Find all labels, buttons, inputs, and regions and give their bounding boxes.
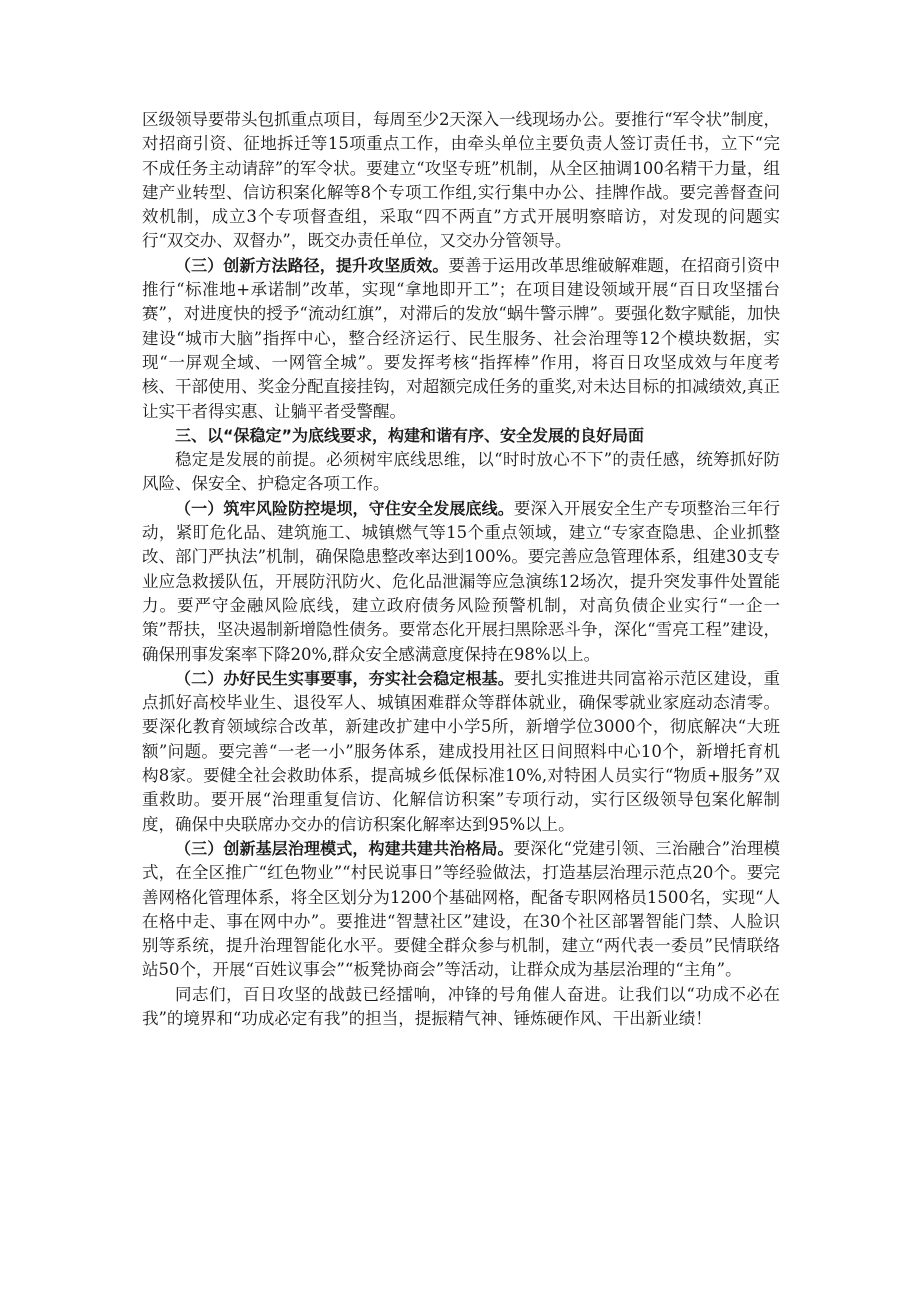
paragraph-heading: （一）筑牢风险防控堤坝，守住安全发展底线。 — [175, 498, 514, 518]
paragraph-text: 区级领导要带头包抓重点项目，每周至少2天深入一线现场办公。要推行“军令状”制度，对招商引资、征地拆迁等15项重点工作，由牵头单位主要负责人签订责任书，立下“完不成任务主动请辞”的军令状。要建立“攻坚专班”机制，从全区抽调100名精干力量，组建产业转型、信访积案化解等8个专项工作组,实行集中办公、挂牌作战。要完善督查问效机制，成立3个专项督查组，采取“四不两直”方式开展明察暗访，对发现的问题实行“双交办、双督办”，既交办责任单位，又交办分管领导。 — [142, 110, 780, 251]
paragraph-heading: （三）创新方法路径，提升攻坚质效。 — [175, 255, 449, 275]
paragraph-text: 同志们，百日攻坚的战鼓已经擂响，冲锋的号角催人奋进。让我们以“功成不必在我”的境界和“功成必定有我”的担当，提振精气神、锤炼硬作风、干出新业绩！ — [142, 984, 780, 1028]
paragraph-text: 要善于运用改革思维破解难题，在招商引资中推行“标准地+承诺制”改革，实现“拿地即开工”；在项目建设领域开展“百日攻坚擂台赛”，对进度快的授予“流动红旗”，对滞后的发放“蜗牛警示牌”。要强化数字赋能，加快建设“城市大脑”指挥中心，整合经济运行、民生服务、社会治理等12个模块数据，实现“一屏观全域、一网管全城”。要发挥考核“指挥棒”作用，将百日攻坚成效与年度考核、干部使用、奖金分配直接挂钩，对超额完成任务的重奖,对未达目标的扣减绩效,真正让实干者得实惠、让躺平者受警醒。 — [142, 255, 780, 421]
section-heading-text: 三、以“保稳定”为底线要求，构建和谐有序、安全发展的良好局面 — [175, 425, 645, 445]
paragraph-text: 要扎实推进共同富裕示范区建设，重点抓好高校毕业生、退役军人、城镇困难群众等群体就业，确保零就业家庭动态清零。要深化教育领域综合改革，新建改扩建中小学5所，新增学位3000个，彻底解决“大班额”问题。要完善“一老一小”服务体系，建成投用社区日间照料中心10个，新增托育机构8家。要健全社会救助体系，提高城乡低保标准10%,对特困人员实行“物质+服务”双重救助。要开展“治理重复信访、化解信访积案”专项行动，实行区级领导包案化解制度，确保中央联席办交办的信访积案化解率达到95%以上。 — [142, 668, 780, 834]
paragraph-heading: （三）创新基层治理模式，构建共建共治格局。 — [175, 838, 514, 858]
paragraph-livelihood — [142, 667, 780, 837]
paragraph-grassroots-governance — [142, 837, 780, 983]
paragraph-heading: （二）办好民生实事要事，夯实社会稳定根基。 — [175, 668, 514, 688]
section-heading-stability — [142, 424, 780, 448]
paragraph-stability-intro — [142, 448, 780, 497]
paragraph-risk-control — [142, 497, 780, 667]
paragraph-closing — [142, 983, 780, 1032]
paragraph-innovate-methods — [142, 254, 780, 424]
paragraph-text: 要深化“党建引领、三治融合”治理模式，在全区推广“红色物业”“村民说事日”等经验做法，打造基层治理示范点20个。要完善网格化管理体系，将全区划分为1200个基础网格，配备专职网格员1500名，实现“人在格中走、事在网中办”。要推进“智慧社区”建设，在30个社区部署智能门禁、人脸识别等系统，提升治理智能化水平。要健全群众参与机制，建立“两代表一委员”民情联络站50个，开展“百姓议事会”“板凳协商会”等活动，让群众成为基层治理的“主角”。 — [142, 838, 780, 980]
paragraph-text: 要深入开展安全生产专项整治三年行动，紧盯危化品、建筑施工、城镇燃气等15个重点领域，建立“专家查隐患、企业抓整改、部门严执法”机制，确保隐患整改率达到100%。要完善应急管理体系，组建30支专业应急救援队伍，开展防汛防火、危化品泄漏等应急演练12场次，提升突发事件处置能力。要严守金融风险底线，建立政府债务风险预警机制，对高负债企业实行“一企一策”帮扶，坚决遏制新增隐性债务。要常态化开展扫黑除恶斗争，深化“雪亮工程”建设，确保刑事发案率下降20%,群众安全感满意度保持在98%以上。 — [142, 498, 780, 664]
document-body — [142, 108, 780, 1031]
paragraph-text: 稳定是发展的前提。必须树牢底线思维，以“时时放心不下”的责任感，统筹抓好防风险、保安全、护稳定各项工作。 — [142, 450, 780, 494]
paragraph-leadership-duties — [142, 108, 780, 254]
